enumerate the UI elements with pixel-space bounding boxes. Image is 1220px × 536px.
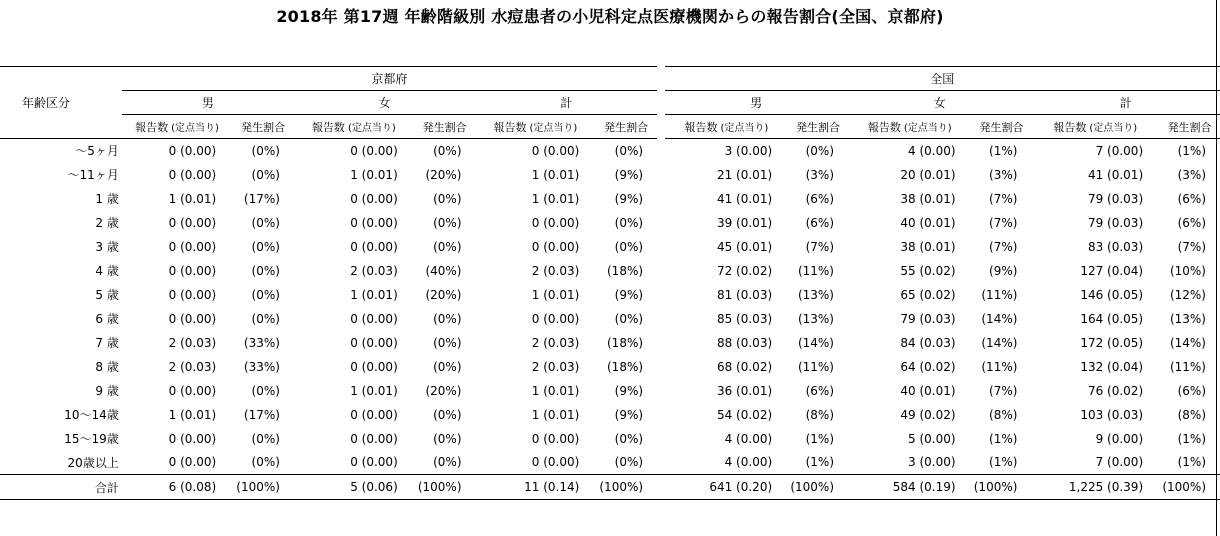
rate-cell: (6%) [805,215,834,230]
age-label: 20歳以上 [67,455,119,470]
rate-cell: (7%) [989,191,1018,206]
report-count-cell: 39 (0.01) [716,215,773,230]
rate-cell: (100%) [595,475,657,500]
report-count-cell: 2 (0.03) [168,335,217,350]
report-count-cell: 36 (0.01) [716,383,773,398]
rate-cell: (18%) [607,335,644,350]
report-count-cell: 0 (0.00) [168,287,217,302]
rate-cell: (0%) [433,215,462,230]
kyoto-female-count-header [294,115,414,139]
rate-cell: (0%) [614,143,644,158]
report-count-cell: 0 (0.00) [168,167,217,182]
report-count-cell: 1 (0.01) [350,383,398,398]
report-count-cell: 132 (0.04) [1080,359,1144,374]
report-count-cell: 0 (0.00) [350,191,398,206]
rate-cell: (13%) [797,287,834,302]
kyoto-female-rate-header: 発生割合 [414,115,476,139]
age-label: 6 歳 [95,312,119,326]
report-count-cell: 0 (0.00) [531,239,580,254]
zenkoku-female-count-header [848,115,972,139]
rate-cell: (9%) [614,287,644,302]
rate-cell: (7%) [1177,239,1206,254]
rate-cell: (13%) [1169,311,1206,326]
report-count-cell: 3 (0.00) [908,455,956,470]
rate-cell: (100%) [972,475,1032,500]
age-label: 15～19歳 [64,432,119,446]
rate-cell: (0%) [614,239,644,254]
report-count-cell: 0 (0.00) [350,311,398,326]
rate-cell: (6%) [805,383,834,398]
report-count-cell: 68 (0.02) [716,359,773,374]
report-count-cell: 3 (0.00) [724,143,773,158]
report-count-cell: 76 (0.02) [1087,383,1144,398]
table-row [0,307,1220,331]
zenkoku-male-count-header [665,115,789,139]
table-row [0,451,1220,475]
rate-cell: (11%) [1169,359,1206,374]
report-count-cell: 0 (0.00) [531,311,580,326]
report-count-cell: 0 (0.00) [168,431,217,446]
table-row [0,139,1220,163]
report-count-cell: 2 (0.03) [531,263,580,278]
table-row [0,235,1220,259]
count-sub-label: (定点当り) [347,122,396,134]
age-label: 合計 [0,475,122,500]
report-count-cell: 21 (0.01) [716,167,773,182]
zenkoku-male-rate-header: 発生割合 [788,115,848,139]
count-sub-label: (定点当り) [171,122,219,134]
report-count-cell: 0 (0.00) [531,455,580,470]
report-count-cell: 4 (0.00) [724,431,773,446]
report-count-cell: 81 (0.03) [716,287,773,302]
zenkoku-total-count-header [1031,115,1159,139]
rate-cell: (0%) [805,143,834,158]
report-count-cell: 103 (0.03) [1080,407,1144,422]
report-count-cell: 83 (0.03) [1087,239,1144,254]
rate-cell: (14%) [1169,335,1206,350]
report-count-cell: 0 (0.00) [350,239,398,254]
age-label: ～5ヶ月 [75,144,119,159]
report-count-cell: 0 (0.00) [350,455,398,470]
rate-cell: (9%) [989,263,1018,278]
rate-cell: (10%) [1169,263,1206,278]
count-label: 報告数 [1053,120,1087,134]
report-count-cell: 641 (0.20) [665,475,789,500]
age-label: ～11ヶ月 [67,168,119,182]
rate-cell: (8%) [805,407,834,422]
rate-cell: (0%) [251,167,280,182]
report-count-cell: 2 (0.03) [531,359,580,374]
rate-cell: (20%) [425,383,462,398]
report-count-cell: 127 (0.04) [1080,263,1144,278]
rate-cell: (0%) [614,215,644,230]
report-count-cell: 0 (0.00) [531,431,580,446]
report-count-cell: 64 (0.02) [900,359,956,374]
rate-cell: (0%) [614,431,644,446]
report-count-cell: 2 (0.03) [168,359,217,374]
zenkoku-male-header: 男 [665,91,848,115]
rate-cell: (0%) [251,143,280,158]
table-row [0,427,1220,451]
rate-cell: (3%) [989,167,1018,182]
rate-cell: (1%) [1177,455,1206,470]
report-count-cell: 0 (0.00) [350,215,398,230]
rate-cell: (17%) [243,191,280,206]
table-row [0,163,1220,187]
rate-cell: (6%) [805,191,834,206]
rate-cell: (1%) [1177,431,1206,446]
report-count-cell: 85 (0.03) [716,311,773,326]
rate-cell: (0%) [433,455,462,470]
report-count-cell: 41 (0.01) [1087,167,1144,182]
rate-cell: (0%) [251,383,280,398]
rate-cell: (0%) [433,311,462,326]
rate-cell: (6%) [1177,383,1206,398]
report-count-cell: 7 (0.00) [1095,455,1144,470]
rate-cell: (0%) [433,431,462,446]
report-count-cell: 20 (0.01) [900,167,956,182]
rate-cell: (0%) [614,311,644,326]
table-row [0,283,1220,307]
report-count-cell: 0 (0.00) [168,143,217,158]
count-label: 報告数 [135,120,169,134]
kyoto-total-count-header [476,115,596,139]
report-count-cell: 0 (0.00) [168,311,217,326]
rate-cell: (6%) [1177,191,1206,206]
report-count-cell: 0 (0.00) [168,239,217,254]
report-count-cell: 84 (0.03) [900,335,956,350]
rate-cell: (9%) [614,191,644,206]
report-count-cell: 584 (0.19) [848,475,972,500]
rate-cell: (33%) [243,335,280,350]
rate-cell: (0%) [251,431,280,446]
rate-cell: (0%) [251,287,280,302]
rate-cell: (17%) [243,407,280,422]
report-count-cell: 0 (0.00) [350,359,398,374]
page-title: 2018年 第17週 年齢階級別 水痘患者の小児科定点医療機関からの報告割合(全国、京都府) [276,7,944,26]
table-row [0,403,1220,427]
rate-cell: (11%) [797,359,834,374]
count-sub-label: (定点当り) [529,122,578,134]
report-count-cell: 0 (0.00) [531,143,580,158]
kyoto-male-header: 男 [122,91,294,115]
count-sub-label: (定点当り) [720,122,769,134]
rate-cell: (11%) [797,263,834,278]
report-count-cell: 4 (0.00) [724,455,773,470]
table-row [0,259,1220,283]
table-row [0,379,1220,403]
zenkoku-female-rate-header: 発生割合 [972,115,1032,139]
rate-cell: (0%) [433,191,462,206]
report-count-cell: 65 (0.02) [900,287,956,302]
rate-cell: (9%) [614,383,644,398]
age-label: 5 歳 [95,288,119,302]
table-row [0,187,1220,211]
report-count-cell: 1 (0.01) [350,287,398,302]
rate-cell: (1%) [989,143,1018,158]
report-count-cell: 55 (0.02) [900,263,956,278]
rate-cell: (11%) [981,287,1018,302]
rate-cell: (14%) [981,335,1018,350]
report-count-cell: 1 (0.01) [531,287,580,302]
table-row [0,355,1220,379]
rate-cell: (6%) [1177,215,1206,230]
report-count-cell: 0 (0.00) [531,215,580,230]
report-count-cell: 164 (0.05) [1080,311,1144,326]
rate-cell: (0%) [251,455,280,470]
rate-cell: (3%) [1177,167,1206,182]
rate-cell: (3%) [805,167,834,182]
age-label: 1 歳 [95,192,119,206]
report-count-cell: 54 (0.02) [716,407,773,422]
kyoto-female-header: 女 [294,91,476,115]
age-label: 7 歳 [95,336,119,350]
kyoto-total-rate-header: 発生割合 [595,115,657,139]
report-count-cell: 49 (0.02) [900,407,956,422]
report-count-cell: 1 (0.01) [531,191,580,206]
report-count-cell: 38 (0.01) [900,239,956,254]
report-count-cell: 2 (0.03) [531,335,580,350]
rate-cell: (9%) [614,407,644,422]
count-label: 報告数 [867,120,901,134]
rate-cell: (14%) [797,335,834,350]
report-count-cell: 40 (0.01) [900,215,956,230]
rate-cell: (0%) [433,335,462,350]
rate-cell: (7%) [805,239,834,254]
rate-cell: (1%) [989,455,1018,470]
report-count-cell: 72 (0.02) [716,263,773,278]
rate-cell: (18%) [607,359,644,374]
report-count-cell: 45 (0.01) [716,239,773,254]
count-label: 報告数 [493,120,527,134]
report-count-cell: 1 (0.01) [168,191,217,206]
zenkoku-total-rate-header: 発生割合 [1159,115,1220,139]
rate-cell: (1%) [1177,143,1206,158]
rate-cell: (11%) [981,359,1018,374]
rate-cell: (0%) [251,215,280,230]
rate-cell: (0%) [251,263,280,278]
report-count-cell: 1 (0.01) [531,407,580,422]
kyoto-group-header: 京都府 [122,67,657,91]
report-count-cell: 0 (0.00) [168,455,217,470]
age-label: 4 歳 [95,264,119,278]
rate-cell: (1%) [805,455,834,470]
count-label: 報告数 [684,120,718,134]
rate-cell: (100%) [1159,475,1220,500]
rate-cell: (0%) [433,143,462,158]
age-label: 3 歳 [95,240,119,254]
report-count-cell: 5 (0.06) [294,475,414,500]
rate-cell: (100%) [232,475,294,500]
rate-cell: (20%) [425,287,462,302]
report-count-cell: 40 (0.01) [900,383,956,398]
rate-cell: (100%) [414,475,476,500]
table-row [0,211,1220,235]
table-row [0,331,1220,355]
report-count-cell: 1,225 (0.39) [1031,475,1159,500]
zenkoku-total-header: 計 [1031,91,1220,115]
rate-cell: (7%) [989,239,1018,254]
report-count-cell: 0 (0.00) [350,431,398,446]
report-count-cell: 0 (0.00) [350,143,398,158]
rate-cell: (33%) [243,359,280,374]
kyoto-male-count-header [122,115,232,139]
report-count-cell: 41 (0.01) [716,191,773,206]
rate-cell: (20%) [425,167,462,182]
rate-cell: (9%) [614,167,644,182]
report-count-cell: 0 (0.00) [168,383,217,398]
report-count-cell: 1 (0.01) [350,167,398,182]
age-label: 9 歳 [95,384,119,398]
report-count-cell: 4 (0.00) [908,143,956,158]
rate-cell: (14%) [981,311,1018,326]
report-count-cell: 5 (0.00) [908,431,956,446]
report-count-cell: 38 (0.01) [900,191,956,206]
report-table [0,66,1220,500]
rate-cell: (40%) [425,263,462,278]
rate-cell: (18%) [607,263,644,278]
count-sub-label: (定点当り) [903,122,952,134]
zenkoku-group-header: 全国 [665,67,1220,91]
rate-cell: (100%) [788,475,848,500]
report-count-cell: 172 (0.05) [1080,335,1144,350]
report-count-cell: 0 (0.00) [350,407,398,422]
report-count-cell: 79 (0.03) [900,311,956,326]
age-label: 10～14歳 [64,408,119,422]
rate-cell: (0%) [433,239,462,254]
rate-cell: (0%) [614,455,644,470]
report-count-cell: 6 (0.08) [122,475,232,500]
report-count-cell: 0 (0.00) [168,215,217,230]
kyoto-male-rate-header: 発生割合 [232,115,294,139]
report-count-cell: 88 (0.03) [716,335,773,350]
report-count-cell: 79 (0.03) [1087,191,1144,206]
rate-cell: (1%) [805,431,834,446]
report-count-cell: 1 (0.01) [531,167,580,182]
count-label: 報告数 [311,120,345,134]
rate-cell: (12%) [1169,287,1206,302]
rate-cell: (8%) [989,407,1018,422]
rate-cell: (0%) [433,407,462,422]
rate-cell: (0%) [251,239,280,254]
report-count-cell: 7 (0.00) [1095,143,1144,158]
count-sub-label: (定点当り) [1089,122,1138,134]
rate-cell: (0%) [251,311,280,326]
rate-cell: (1%) [989,431,1018,446]
rate-cell: (13%) [797,311,834,326]
report-count-cell: 0 (0.00) [168,263,217,278]
rate-cell: (0%) [433,359,462,374]
rate-cell: (7%) [989,383,1018,398]
report-count-cell: 146 (0.05) [1080,287,1144,302]
report-count-cell: 2 (0.03) [350,263,398,278]
age-label: 8 歳 [95,360,119,374]
rate-cell: (7%) [989,215,1018,230]
age-label: 2 歳 [95,216,119,230]
zenkoku-female-header: 女 [848,91,1031,115]
report-count-cell: 1 (0.01) [531,383,580,398]
report-count-cell: 11 (0.14) [476,475,596,500]
kyoto-total-header: 計 [476,91,658,115]
total-row [0,475,1220,500]
rate-cell: (8%) [1177,407,1206,422]
report-count-cell: 9 (0.00) [1095,431,1144,446]
report-count-cell: 79 (0.03) [1087,215,1144,230]
report-count-cell: 0 (0.00) [350,335,398,350]
age-column-header: 年齢区分 [0,67,122,139]
report-count-cell: 1 (0.01) [168,407,217,422]
